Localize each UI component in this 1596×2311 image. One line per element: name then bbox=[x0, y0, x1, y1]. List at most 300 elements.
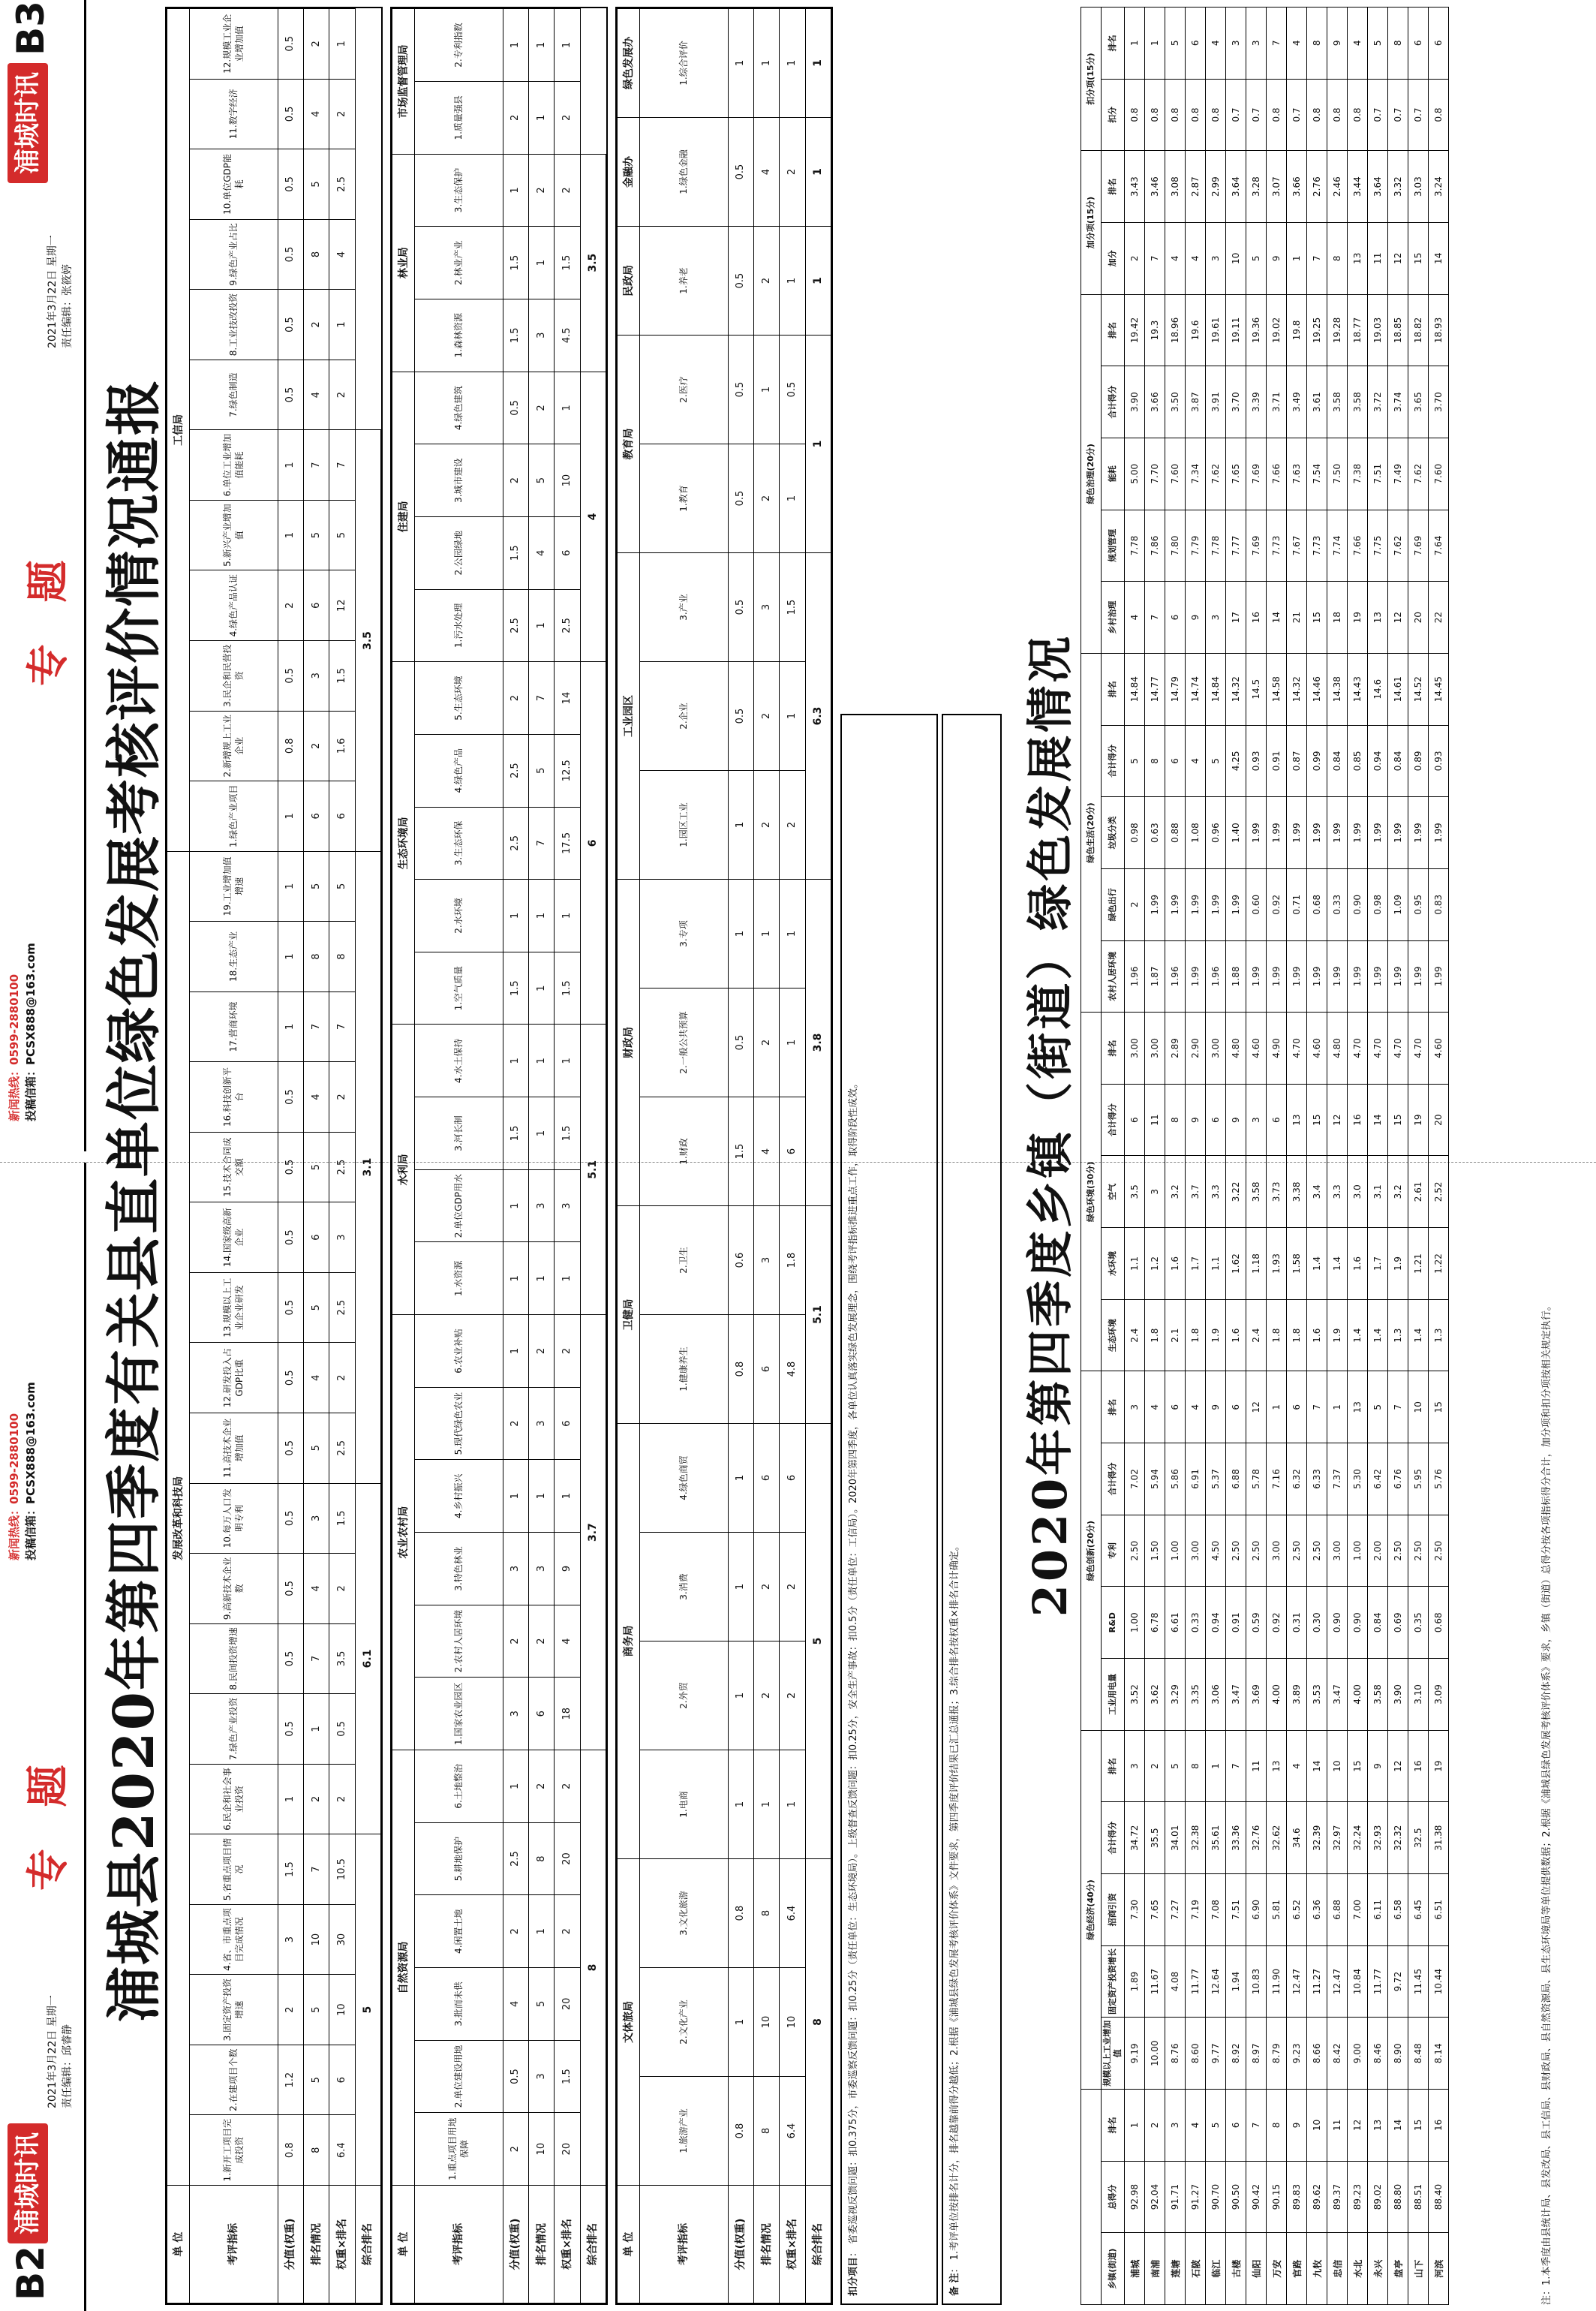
b3-weighted-1: 6.4 bbox=[780, 2077, 805, 2186]
township-cell: 1.99 bbox=[1267, 797, 1287, 869]
township-cell: 1.7 bbox=[1368, 1228, 1388, 1300]
township-cell: 1.99 bbox=[1388, 940, 1408, 1013]
b2-indicator-20: 4.绿色产品 bbox=[415, 734, 503, 807]
b2-rank-16: 1 bbox=[529, 1025, 555, 1097]
township-cell: 3.89 bbox=[1287, 1659, 1307, 1731]
township-rank: 12 bbox=[1348, 2090, 1368, 2162]
township-cell: 7.34 bbox=[1186, 438, 1206, 510]
township-cell: 0.59 bbox=[1246, 1587, 1267, 1659]
b2-weight-27: 1.5 bbox=[503, 227, 528, 299]
b3-rank-5: 2 bbox=[754, 1641, 780, 1750]
township-cell: 3.06 bbox=[1206, 1659, 1226, 1731]
th-b-3: 招商引资 bbox=[1102, 1874, 1125, 1946]
b1-weight-15: 0.5 bbox=[278, 1132, 303, 1202]
township-cell: 7.37 bbox=[1327, 1443, 1348, 1515]
b3-weighted-16: 1 bbox=[780, 444, 805, 553]
b2-weight-25: 0.5 bbox=[503, 372, 528, 444]
b3-group-7: 民政局 bbox=[618, 227, 640, 336]
township-cell: 3.08 bbox=[1165, 151, 1186, 223]
township-cell: 0.71 bbox=[1287, 868, 1307, 940]
th-b-7: R&D bbox=[1102, 1587, 1125, 1659]
township-cell: 7.67 bbox=[1287, 510, 1307, 582]
remark-text: 1.考评单位按排名计分，排名越靠前得分越低；2.根据《浦城县绿色发展考核评价体系》文件要求，第四季度评价结果已汇总通报；3.综合排名按权重×排名合计确定。 bbox=[949, 1541, 960, 2261]
b1-rank-13: 5 bbox=[304, 1272, 329, 1343]
b1-rank-17: 7 bbox=[304, 992, 329, 1062]
b2-weight-7: 3 bbox=[503, 1678, 528, 1750]
b2-indicator-11: 5.现代绿色农业 bbox=[415, 1387, 503, 1460]
b1-weight-1: 0.8 bbox=[278, 2115, 303, 2186]
right-date: 2021年3月22日 星期一 bbox=[47, 235, 59, 348]
b1-weighted-24: 5 bbox=[329, 500, 355, 570]
b1-indicator-16: 16.科技创新平台 bbox=[190, 1062, 278, 1133]
township-cell: 5 bbox=[1368, 8, 1388, 80]
township-cell: 1.58 bbox=[1287, 1228, 1307, 1300]
b2-rank-17: 1 bbox=[529, 952, 555, 1025]
township-cell: 1.88 bbox=[1226, 940, 1246, 1013]
b1-rank-3: 5 bbox=[304, 1975, 329, 2045]
b2-weighted-25: 1 bbox=[555, 372, 580, 444]
township-cell: 19.36 bbox=[1246, 294, 1267, 366]
unit-label-2: 单 位 bbox=[392, 2186, 415, 2303]
township-cell: 9 bbox=[1206, 1371, 1226, 1443]
township-cell: 0.7 bbox=[1226, 79, 1246, 151]
township-cell: 7.73 bbox=[1307, 510, 1327, 582]
b1-indicator-27: 8.工业技改投资 bbox=[190, 290, 278, 360]
b1-indicator-14: 14.国家级高新企业 bbox=[190, 1202, 278, 1273]
b1-indicator-26: 7.绿色制造 bbox=[190, 360, 278, 430]
b1-rank-8: 7 bbox=[304, 1623, 329, 1694]
township-cell: 9 bbox=[1267, 222, 1287, 294]
b3-weighted-2: 10 bbox=[780, 1968, 805, 2077]
township-cell: 3.29 bbox=[1165, 1659, 1186, 1731]
b1-weighted-7: 0.5 bbox=[329, 1694, 355, 1765]
b2-rank-12: 2 bbox=[529, 1315, 555, 1388]
right-hotline-email: 投稿信箱：PCSX888@163.com bbox=[24, 943, 38, 1121]
township-cell: 7.50 bbox=[1327, 438, 1348, 510]
township-cell: 3.58 bbox=[1348, 366, 1368, 438]
b2-total-6: 3.5 bbox=[580, 154, 606, 372]
table-row bbox=[1327, 8, 1348, 2305]
township-cell: 2.1 bbox=[1165, 1299, 1186, 1371]
b2-indicator-27: 2.林业产业 bbox=[415, 227, 503, 299]
township-cell: 4.60 bbox=[1307, 1013, 1327, 1085]
township-cell: 1.40 bbox=[1226, 797, 1246, 869]
township-cell: 8.97 bbox=[1246, 2018, 1267, 2090]
township-cell: 1.99 bbox=[1388, 797, 1408, 869]
township-cell: 7.51 bbox=[1226, 1874, 1246, 1946]
township-cell: 1 bbox=[1327, 1371, 1348, 1443]
b2-weight-17: 1.5 bbox=[503, 952, 528, 1025]
b1-weighted-20: 6 bbox=[329, 781, 355, 852]
township-cell: 32.93 bbox=[1368, 1802, 1388, 1874]
b3-indicator-8: 1.健康养生 bbox=[640, 1315, 729, 1424]
township-cell: 0.8 bbox=[1429, 79, 1449, 151]
b2-weighted-2: 1.5 bbox=[555, 2040, 580, 2113]
b3-total-9: 1 bbox=[805, 9, 831, 118]
b1-weighted-17: 7 bbox=[329, 992, 355, 1062]
b1-rank-16: 4 bbox=[304, 1062, 329, 1133]
b2-weighted-5: 20 bbox=[555, 1822, 580, 1895]
township-rank: 2 bbox=[1145, 2090, 1165, 2162]
township-cell: 3.07 bbox=[1267, 151, 1287, 223]
township-cell: 10.84 bbox=[1348, 1945, 1368, 2018]
township-name: 忠信 bbox=[1327, 2233, 1348, 2305]
township-cell: 7.66 bbox=[1267, 438, 1287, 510]
b2-weight-16: 1 bbox=[503, 1025, 528, 1097]
township-rank: 15 bbox=[1408, 2090, 1429, 2162]
township-cell: 14.84 bbox=[1125, 653, 1145, 725]
township-cell: 32.62 bbox=[1267, 1802, 1287, 1874]
b3-weight-17: 0.5 bbox=[728, 336, 753, 444]
b1-weighted-10: 1.5 bbox=[329, 1483, 355, 1554]
b2-rank-29: 1 bbox=[529, 81, 555, 154]
b2-rank-13: 1 bbox=[529, 1242, 555, 1315]
township-cell: 7.60 bbox=[1429, 438, 1449, 510]
b1-weighted-14: 3 bbox=[329, 1202, 355, 1273]
b2-rank-20: 5 bbox=[529, 734, 555, 807]
b1-indicator-2: 2.在建项目个数 bbox=[190, 2045, 278, 2115]
township-cell: 14 bbox=[1368, 1084, 1388, 1156]
township-cell: 7.78 bbox=[1206, 510, 1226, 582]
township-cell: 3 bbox=[1206, 222, 1226, 294]
township-cell: 3.03 bbox=[1408, 151, 1429, 223]
township-cell: 1.99 bbox=[1368, 940, 1388, 1013]
b3-total-2: 5 bbox=[805, 1424, 831, 1859]
township-cell: 3.28 bbox=[1246, 151, 1267, 223]
township-cell: 14 bbox=[1307, 1730, 1327, 1802]
b1-weighted-28: 4 bbox=[329, 219, 355, 290]
table-row bbox=[1408, 8, 1429, 2305]
township-cell: 2 bbox=[1125, 868, 1145, 940]
township-total: 89.02 bbox=[1368, 2161, 1388, 2233]
b3-weight-6: 1 bbox=[728, 1533, 753, 1641]
township-cell: 0.90 bbox=[1348, 1587, 1368, 1659]
township-cell: 2.52 bbox=[1429, 1156, 1449, 1228]
b2-indicator-16: 4.水土保持 bbox=[415, 1025, 503, 1097]
township-cell: 33.36 bbox=[1226, 1802, 1246, 1874]
right-page-header bbox=[0, 0, 86, 1151]
township-cell: 1 bbox=[1125, 8, 1145, 80]
township-cell: 3.87 bbox=[1186, 366, 1206, 438]
rank-label-2: 排名情况 bbox=[529, 2186, 555, 2303]
b1-rank-4: 10 bbox=[304, 1904, 329, 1975]
b2-rank-15: 1 bbox=[529, 1097, 555, 1170]
th-b-15: 排名 bbox=[1102, 1013, 1125, 1085]
b3-total-1: 8 bbox=[805, 1859, 831, 2186]
township-cell: 12.47 bbox=[1327, 1945, 1348, 2018]
b2-weight-12: 1 bbox=[503, 1315, 528, 1388]
table-1 bbox=[167, 8, 381, 2303]
township-cell: 2 bbox=[1125, 222, 1145, 294]
township-cell: 15 bbox=[1408, 222, 1429, 294]
b3-rank-8: 6 bbox=[754, 1315, 780, 1424]
township-name: 盘亭 bbox=[1388, 2233, 1408, 2305]
b2-indicator-1: 1.重点项目用地保障 bbox=[415, 2113, 503, 2186]
b2-group-4: 生态环境局 bbox=[392, 662, 415, 1025]
b2-weighted-7: 18 bbox=[555, 1678, 580, 1750]
township-cell: 2.90 bbox=[1186, 1013, 1206, 1085]
township-cell: 2.50 bbox=[1287, 1515, 1307, 1587]
township-cell: 12 bbox=[1388, 1730, 1408, 1802]
township-cell: 9 bbox=[1186, 1084, 1206, 1156]
township-cell: 14.32 bbox=[1226, 653, 1246, 725]
township-cell: 1.99 bbox=[1226, 868, 1246, 940]
table-block-1 bbox=[165, 7, 383, 2305]
township-rank: 11 bbox=[1327, 2090, 1348, 2162]
township-cell: 1.99 bbox=[1287, 940, 1307, 1013]
b1-indicator-31: 12.规模工业企业增加值 bbox=[190, 9, 278, 80]
township-cell: 3.50 bbox=[1165, 366, 1186, 438]
township-cell: 32.32 bbox=[1388, 1802, 1408, 1874]
township-cell: 1 bbox=[1267, 1371, 1287, 1443]
township-cell: 0.8 bbox=[1206, 79, 1226, 151]
b2-indicator-19: 3.生态环保 bbox=[415, 807, 503, 880]
township-cell: 1.99 bbox=[1368, 797, 1388, 869]
b1-weighted-26: 2 bbox=[329, 360, 355, 430]
township-cell: 4 bbox=[1287, 8, 1307, 80]
b2-rank-26: 3 bbox=[529, 299, 555, 372]
township-cell: 3.2 bbox=[1165, 1156, 1186, 1228]
b1-indicator-25: 6.单位工业增加值能耗 bbox=[190, 430, 278, 501]
b3-total-7: 1 bbox=[805, 227, 831, 336]
township-cell: 0.95 bbox=[1408, 868, 1429, 940]
b3-rank-9: 3 bbox=[754, 1206, 780, 1315]
township-cell: 0.31 bbox=[1287, 1587, 1307, 1659]
b3-indicator-11: 2.一般公共预算 bbox=[640, 988, 729, 1097]
b2-weight-24: 2 bbox=[503, 444, 528, 517]
b1-rank-22: 3 bbox=[304, 640, 329, 711]
b1-indicator-22: 3.民企和民营投资 bbox=[190, 640, 278, 711]
township-cell: 19.03 bbox=[1368, 294, 1388, 366]
table-row bbox=[1226, 8, 1246, 2305]
deduction-notes: 扣分项目： 省委巡视反馈问题：扣0.375分，市委巡察反馈问题：扣0.25分（责任单位：生态环境局）。上级督查反馈问题：扣0.25分，安全生产事故：扣0.5分（责任单位：工信局）。2020年第四季度，各单位认真落实绿色发展理念，围绕考评指标推进重点工作，取得阶段性成效。 bbox=[840, 714, 938, 2305]
b1-weighted-11: 2.5 bbox=[329, 1413, 355, 1483]
table-row bbox=[1307, 8, 1327, 2305]
township-cell: 13 bbox=[1348, 1371, 1368, 1443]
th-b-13: 空气 bbox=[1102, 1156, 1125, 1228]
township-cell: 7.73 bbox=[1267, 510, 1287, 582]
township-cell: 4 bbox=[1186, 222, 1206, 294]
township-cell: 1.99 bbox=[1267, 940, 1287, 1013]
township-cell: 2.89 bbox=[1165, 1013, 1186, 1085]
township-cell: 8 bbox=[1388, 8, 1408, 80]
township-cell: 0.7 bbox=[1388, 79, 1408, 151]
township-cell: 10 bbox=[1408, 1371, 1429, 1443]
township-total: 90.70 bbox=[1206, 2161, 1226, 2233]
weighted-label-3: 权重×排名 bbox=[780, 2186, 805, 2303]
township-cell: 8.76 bbox=[1165, 2018, 1186, 2090]
b3-indicator-2: 2.文化产业 bbox=[640, 1968, 729, 2077]
township-cell: 15 bbox=[1348, 1730, 1368, 1802]
b1-weighted-18: 8 bbox=[329, 922, 355, 992]
b1-total-4: 3.5 bbox=[355, 430, 380, 851]
b3-indicator-16: 1.教育 bbox=[640, 444, 729, 553]
township-cell: 5.94 bbox=[1145, 1443, 1165, 1515]
township-cell: 4.50 bbox=[1206, 1515, 1226, 1587]
township-cell: 4.80 bbox=[1327, 1013, 1348, 1085]
township-cell: 1.9 bbox=[1327, 1299, 1348, 1371]
township-cell: 6.90 bbox=[1246, 1874, 1267, 1946]
township-cell: 3.00 bbox=[1186, 1515, 1206, 1587]
left-section-title: 专 题 bbox=[23, 1751, 73, 1891]
township-cell: 34.72 bbox=[1125, 1802, 1145, 1874]
b3-total-6: 1 bbox=[805, 336, 831, 553]
township-cell: 5 bbox=[1368, 1371, 1388, 1443]
b2-weight-21: 2 bbox=[503, 662, 528, 735]
b1-rank-6: 2 bbox=[304, 1764, 329, 1834]
township-total: 91.27 bbox=[1186, 2161, 1206, 2233]
b3-weighted-12: 1 bbox=[780, 880, 805, 988]
th-b-21: 乡村治理 bbox=[1102, 582, 1125, 654]
th-b-9: 合计得分 bbox=[1102, 1443, 1125, 1515]
b2-group-3: 水利局 bbox=[392, 1025, 415, 1315]
township-cell: 4.25 bbox=[1226, 725, 1246, 797]
township-cell: 3.66 bbox=[1287, 151, 1307, 223]
township-cell: 5 bbox=[1165, 8, 1186, 80]
township-total: 90.50 bbox=[1226, 2161, 1246, 2233]
township-cell: 7.02 bbox=[1125, 1443, 1145, 1515]
township-cell: 16 bbox=[1348, 1084, 1368, 1156]
township-cell: 7.69 bbox=[1246, 510, 1267, 582]
b1-rank-26: 4 bbox=[304, 360, 329, 430]
township-cell: 6 bbox=[1125, 1084, 1145, 1156]
township-cell: 3.00 bbox=[1125, 1013, 1145, 1085]
township-cell: 3.64 bbox=[1226, 151, 1246, 223]
township-cell: 0.8 bbox=[1327, 79, 1348, 151]
township-cell: 0.8 bbox=[1125, 79, 1145, 151]
b1-total-3: 3.1 bbox=[355, 851, 380, 1483]
township-name: 临江 bbox=[1206, 2233, 1226, 2305]
b1-weight-20: 1 bbox=[278, 781, 303, 852]
b3-rank-19: 4 bbox=[754, 118, 780, 227]
township-cell: 5 bbox=[1125, 725, 1145, 797]
b2-weighted-21: 14 bbox=[555, 662, 580, 735]
township-cell: 18.77 bbox=[1348, 294, 1368, 366]
township-name: 南浦 bbox=[1145, 2233, 1165, 2305]
b1-weighted-5: 10.5 bbox=[329, 1834, 355, 1905]
left-date-editor bbox=[45, 1995, 75, 2108]
b1-weighted-16: 2 bbox=[329, 1062, 355, 1133]
b2-weighted-22: 2.5 bbox=[555, 589, 580, 662]
township-total: 89.37 bbox=[1327, 2161, 1348, 2233]
township-cell: 13 bbox=[1287, 1084, 1307, 1156]
township-cell: 0.93 bbox=[1429, 725, 1449, 797]
township-cell: 3.32 bbox=[1388, 151, 1408, 223]
township-cell: 12 bbox=[1327, 1084, 1348, 1156]
b2-indicator-24: 3.城市建设 bbox=[415, 444, 503, 517]
township-total: 91.71 bbox=[1165, 2161, 1186, 2233]
b3-rank-1: 8 bbox=[754, 2077, 780, 2186]
township-cell: 0.84 bbox=[1388, 725, 1408, 797]
b1-indicator-29: 10.单位GDP能耗 bbox=[190, 149, 278, 220]
b1-rank-7: 1 bbox=[304, 1694, 329, 1765]
b2-weighted-30: 1 bbox=[555, 9, 580, 82]
township-cell: 18.85 bbox=[1388, 294, 1408, 366]
indicator-label-3: 考评指标 bbox=[640, 2186, 729, 2303]
township-name: 万安 bbox=[1267, 2233, 1287, 2305]
b2-rank-28: 2 bbox=[529, 154, 555, 227]
township-cell: 4.60 bbox=[1429, 1013, 1449, 1085]
township-cell: 3.62 bbox=[1145, 1659, 1165, 1731]
b2-group-2: 农业农村局 bbox=[392, 1315, 415, 1750]
township-cell: 3.22 bbox=[1226, 1156, 1246, 1228]
total-label: 综合排名 bbox=[355, 2186, 380, 2303]
township-cell: 19.42 bbox=[1125, 294, 1145, 366]
th-group-1: 绿色经济(40分) bbox=[1081, 1730, 1102, 2089]
township-cell: 19.6 bbox=[1186, 294, 1206, 366]
township-cell: 3.66 bbox=[1145, 366, 1165, 438]
left-hotline-phone: 新闻热线：0599-2880100 bbox=[8, 1413, 21, 1560]
b3-indicator-10: 1.财政 bbox=[640, 1097, 729, 1206]
township-cell: 19 bbox=[1348, 582, 1368, 654]
b1-weighted-1: 6.4 bbox=[329, 2115, 355, 2186]
township-cell: 0.85 bbox=[1348, 725, 1368, 797]
township-cell: 8.60 bbox=[1186, 2018, 1206, 2090]
township-cell: 6.78 bbox=[1145, 1587, 1165, 1659]
township-cell: 19.02 bbox=[1267, 294, 1287, 366]
township-cell: 8.48 bbox=[1408, 2018, 1429, 2090]
township-cell: 10 bbox=[1226, 222, 1246, 294]
b1-indicator-20: 1.绿色产业项目 bbox=[190, 781, 278, 852]
township-cell: 0.89 bbox=[1408, 725, 1429, 797]
township-footnote: 注：1.本季度由县统计局、县发改局、县工信局、县财政局、县自然资源局、县生态环境局等单位提供数据；2.根据《浦城县绿色发展考核评价体系》要求，乡镇（街道）总得分按各项指标得分合计，加分项和扣分项按相关规定执行。 bbox=[1541, 1301, 1552, 2305]
township-cell: 8 bbox=[1186, 1730, 1206, 1802]
th-group-4: 绿色生活(20分) bbox=[1081, 653, 1102, 1012]
township-cell: 11.90 bbox=[1267, 1945, 1287, 2018]
township-cell: 3.58 bbox=[1246, 1156, 1267, 1228]
b3-weighted-19: 2 bbox=[780, 118, 805, 227]
township-cell: 7.77 bbox=[1226, 510, 1246, 582]
b1-rank-10: 3 bbox=[304, 1483, 329, 1554]
township-cell: 7.80 bbox=[1165, 510, 1186, 582]
b1-weighted-21: 1.6 bbox=[329, 711, 355, 781]
table-row bbox=[1287, 8, 1307, 2305]
township-total: 92.04 bbox=[1145, 2161, 1165, 2233]
township-cell: 0.92 bbox=[1267, 1587, 1287, 1659]
township-cell: 14.38 bbox=[1327, 653, 1348, 725]
township-cell: 1.8 bbox=[1186, 1299, 1206, 1371]
unit-label: 单 位 bbox=[167, 2186, 190, 2303]
township-name: 莲塘 bbox=[1165, 2233, 1186, 2305]
b3-weight-18: 0.5 bbox=[728, 227, 753, 336]
b2-weight-26: 1.5 bbox=[503, 299, 528, 372]
township-cell: 6.88 bbox=[1226, 1443, 1246, 1515]
b2-weight-4: 2 bbox=[503, 1895, 528, 1968]
b1-weight-11: 0.5 bbox=[278, 1413, 303, 1483]
b1-indicator-5: 5.省重点项目情况 bbox=[190, 1834, 278, 1905]
township-cell: 1.4 bbox=[1307, 1228, 1327, 1300]
b2-rank-23: 4 bbox=[529, 516, 555, 589]
township-cell: 9.72 bbox=[1388, 1945, 1408, 2018]
b1-weight-21: 0.8 bbox=[278, 711, 303, 781]
township-cell: 5.76 bbox=[1429, 1443, 1449, 1515]
b3-total-5: 6.3 bbox=[805, 553, 831, 880]
township-cell: 4.00 bbox=[1348, 1659, 1368, 1731]
township-cell: 14 bbox=[1267, 582, 1287, 654]
b2-rank-2: 3 bbox=[529, 2040, 555, 2113]
township-cell: 6.51 bbox=[1429, 1874, 1449, 1946]
township-cell: 2 bbox=[1145, 1730, 1165, 1802]
th-b-18: 垃圾分类 bbox=[1102, 797, 1125, 869]
th-a-1: 乡镇(街道) bbox=[1102, 2233, 1125, 2305]
b2-rank-21: 7 bbox=[529, 662, 555, 735]
b3-weighted-18: 1 bbox=[780, 227, 805, 336]
township-cell: 3.73 bbox=[1267, 1156, 1287, 1228]
b1-indicator-21: 2.新增规上工业企业 bbox=[190, 711, 278, 781]
b1-weight-27: 0.5 bbox=[278, 290, 303, 360]
township-rank: 5 bbox=[1206, 2090, 1226, 2162]
township-cell: 7.75 bbox=[1368, 510, 1388, 582]
